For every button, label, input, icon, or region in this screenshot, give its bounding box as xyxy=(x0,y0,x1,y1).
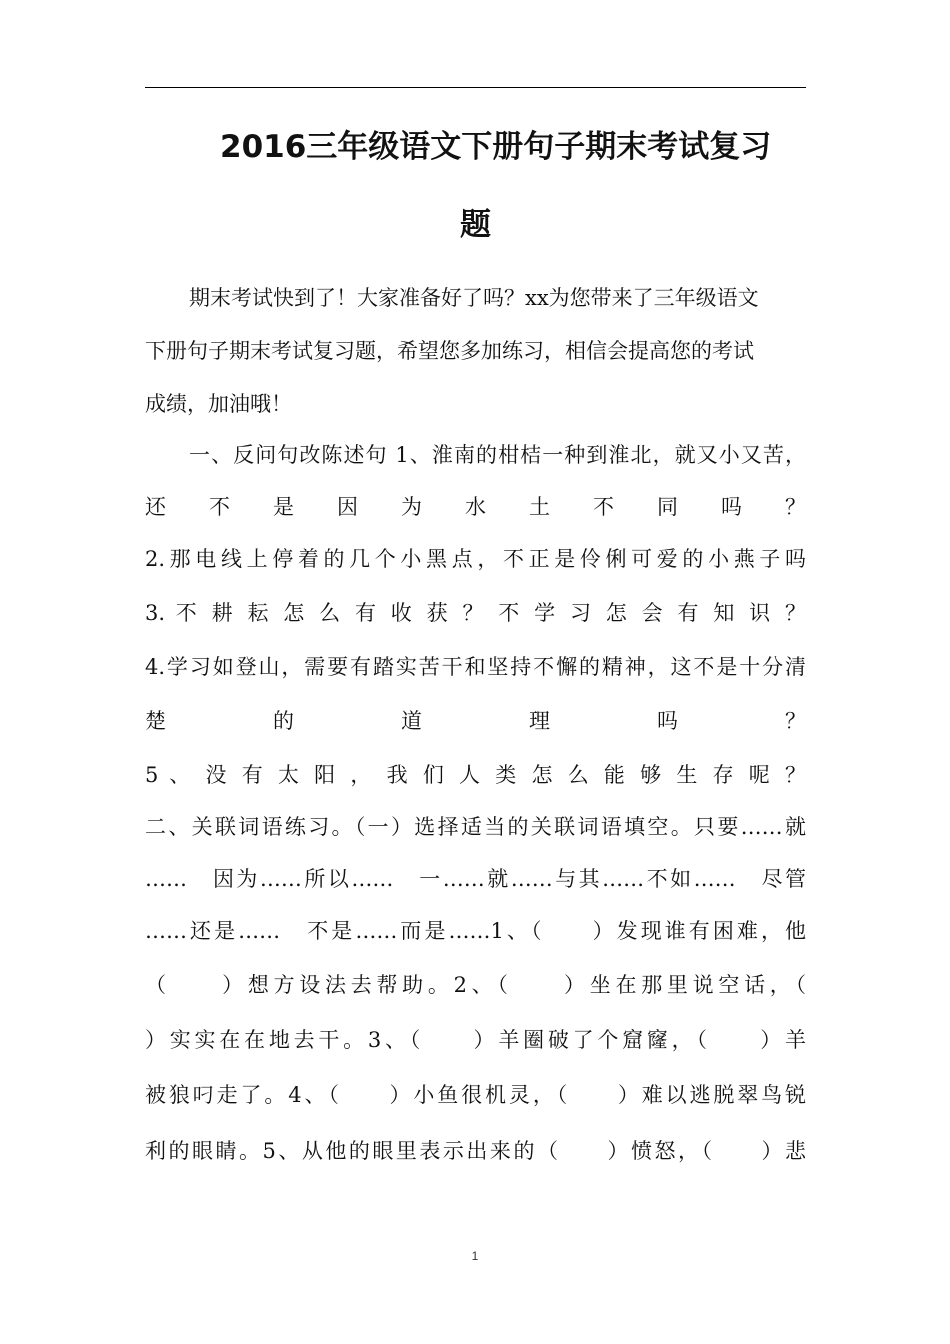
section-1-heading-line: 一、反问句改陈述句 1、淮南的柑桔一种到淮北，就又小又苦， xyxy=(189,443,806,467)
question-line: 4.学习如登山，需要有踏实苦干和坚持不懈的精神，这不是十分清 xyxy=(145,655,806,679)
exercise-line: 利的眼睛。5、从他的眼里表示出来的（ ）愤怒，（ ）悲 xyxy=(145,1139,806,1163)
document-title-line-2: 题 xyxy=(460,207,491,243)
intro-line-2: 下册句子期末考试复习题，希望您多加练习，相信会提高您的考试 xyxy=(145,339,754,363)
exercise-line: （ ）想方设法去帮助。2、（ ）坐在那里说空话，（ xyxy=(145,973,806,997)
question-line: 还 不 是 因 为 水 土 不 同 吗 ？ xyxy=(145,495,806,519)
question-line: 3. 不 耕 耘 怎 么 有 收 获 ？ 不 学 习 怎 会 有 知 识 ？ xyxy=(145,601,806,625)
document-title-line-1: 2016三年级语文下册句子期末考试复习 xyxy=(220,129,772,165)
conjunction-options-line: …… 因为……所以…… 一……就……与其……不如…… 尽管 xyxy=(145,867,806,891)
intro-line-3: 成绩，加油哦！ xyxy=(145,392,292,416)
header-rule xyxy=(145,87,806,88)
exercise-line: 被狼叼走了。4、（ ）小鱼很机灵，（ ）难以逃脱翠鸟锐 xyxy=(145,1083,806,1107)
exercise-line: ……还是…… 不是……而是……1、（ ）发现谁有困难，他 xyxy=(145,919,806,943)
question-line: 5 、 没 有 太 阳 ， 我 们 人 类 怎 么 能 够 生 存 呢 ？ xyxy=(145,763,806,787)
question-line: 2.那电线上停着的几个小黑点，不正是伶俐可爱的小燕子吗 xyxy=(145,547,806,571)
exercise-line: ）实实在在地去干。3、（ ）羊圈破了个窟窿，（ ）羊 xyxy=(145,1028,806,1052)
section-2-heading-line: 二、关联词语练习。（一）选择适当的关联词语填空。只要……就 xyxy=(145,815,806,839)
intro-line-1: 期末考试快到了！大家准备好了吗？xx为您带来了三年级语文 xyxy=(189,286,759,310)
page-number: 1 xyxy=(471,1249,479,1263)
question-line: 楚 的 道 理 吗 ？ xyxy=(145,709,806,733)
